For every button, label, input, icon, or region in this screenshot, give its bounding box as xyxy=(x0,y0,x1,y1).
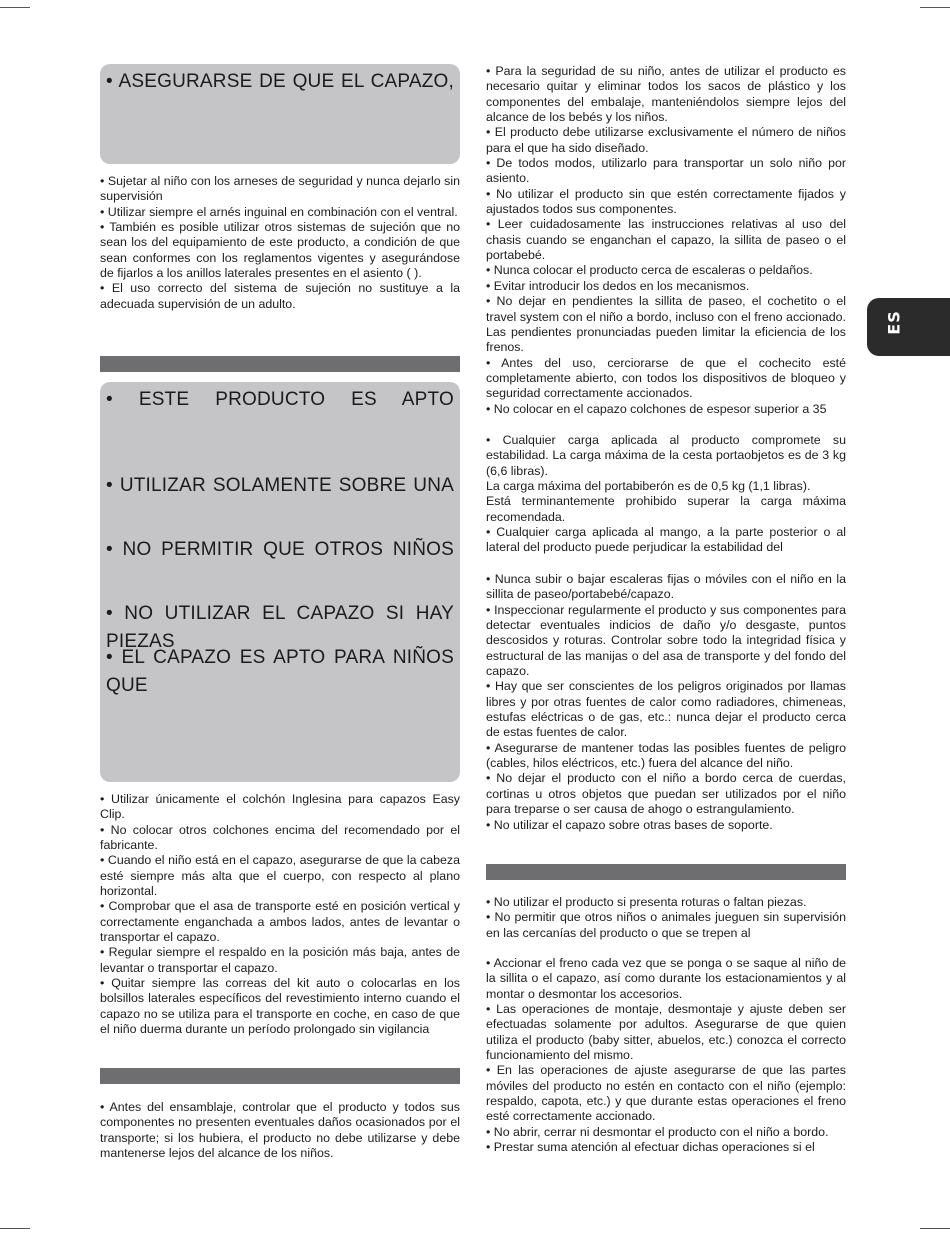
right-column xyxy=(486,64,846,1155)
crop-mark xyxy=(920,7,950,8)
bullet-text: Está terminantemente prohibido superar la carga máxima recomendada. xyxy=(486,494,846,524)
left-column xyxy=(100,64,460,1161)
bullet-text: • Nunca subir o bajar escaleras fijas o móviles con el niño en la sillita de paseo/portabebé/capazo. xyxy=(486,572,846,602)
bullet-text: • Antes del uso, cerciorarse de que el cochecito esté completamente abierto, con todos los dispositivos de bloqueo y seguridad correctamente accionados. xyxy=(486,355,846,401)
bullet-text: • No utilizar el producto si presenta roturas o faltan piezas. xyxy=(486,895,807,909)
bullet-text: • Para la seguridad de su niño, antes de utilizar el producto es necesario quitar y eliminar todos los sacos de plástico y los componentes del embalaje, manteniéndolos siempre lejos del alcance de los bebés y los niños. xyxy=(486,64,846,125)
section-header-bar xyxy=(100,356,460,372)
text-block xyxy=(486,64,846,417)
text-block xyxy=(486,433,846,556)
warning-box xyxy=(100,64,460,164)
text-block xyxy=(100,1100,460,1161)
bullet-text: • Las operaciones de montaje, desmontaje y ajuste deben ser efectuadas solamente por adultos. Asegurarse de que quien utiliza el producto (baby sitter, abuelos, etc.) conozca el correcto funcionamiento del mismo. xyxy=(486,1002,846,1063)
bullet-text: • No utilizar el capazo sobre otras bases de soporte. xyxy=(486,817,773,832)
crop-mark xyxy=(920,1228,950,1229)
bullet-text: • De todos modos, utilizarlo para transportar un solo niño por asiento. xyxy=(486,156,846,186)
warning-line: • ESTE PRODUCTO ES APTO xyxy=(106,389,454,410)
crop-mark xyxy=(0,7,30,8)
bullet-text: • Cualquier carga aplicada al mango, a la parte posterior o al lateral del producto puede perjudicar la estabilidad del xyxy=(486,525,846,555)
bullet-text: • Accionar el freno cada vez que se ponga o se saque al niño de la sillita o el capazo, así como durante los estacionamientos y al montar o desmontar los accesorios. xyxy=(486,956,846,1001)
text-block xyxy=(486,956,846,1155)
section-header-bar xyxy=(100,1068,460,1084)
bullet-text: • Utilizar siempre el arnés inguinal en combinación con el ventral. xyxy=(100,204,458,219)
bullet-text: • Leer cuidadosamente las instrucciones relativas al uso del chasis cuando se enganchan el capazo, la sillita de paseo o el portabebé. xyxy=(486,217,846,263)
text-block xyxy=(486,895,846,941)
language-tab-label: ES xyxy=(884,310,904,335)
bullet-text: • No permitir que otros niños o animales jueguen sin supervisión en las cercanías del producto o que se trepen al xyxy=(486,910,846,940)
bullet-text: • Hay que ser conscientes de los peligros originados por llamas libres y por otras fuentes de calor como radiadores, chimeneas, estufas eléctricas o de gas, etc.: nunca dejar el producto cerca de estas fuentes de calor. xyxy=(486,679,846,740)
bullet-text: • Regular siempre el respaldo en la posición más baja, antes de levantar o transportar el capazo. xyxy=(100,945,460,975)
text-block xyxy=(100,792,460,1038)
warning-line: • EL CAPAZO ES APTO PARA NIÑOS QUE xyxy=(106,647,454,696)
bullet-text: • Utilizar únicamente el colchón Inglesina para capazos Easy Clip. xyxy=(100,792,460,822)
language-tab xyxy=(867,298,950,356)
bullet-text: • No colocar otros colchones encima del recomendado por el fabricante. xyxy=(100,822,460,853)
bullet-text: • Nunca colocar el producto cerca de escaleras o peldaños. xyxy=(486,263,813,278)
bullet-text: • Cualquier carga aplicada al producto compromete su estabilidad. La carga máxima de la cesta portaobjetos es de 3 kg (6,6 libras). xyxy=(486,433,846,478)
bullet-text: • En las operaciones de ajuste asegurarse de que las partes móviles del producto no estén en contacto con el niño (ejemplo: respaldo, capota, etc.) y que durante estas operaciones el freno esté correctamente accionado. xyxy=(486,1063,846,1124)
text-block xyxy=(486,572,846,833)
bullet-text: • Cuando el niño está en el capazo, asegurarse de que la cabeza esté siempre más alta que el cuerpo, con respecto al plano horizontal. xyxy=(100,853,460,899)
bullet-text: • Quitar siempre las correas del kit auto o colocarlas en los bolsillos laterales específicos del revestimiento interno cuando el capazo no se utiliza para el transporte en coche, en caso de que el niño duerma durante un período prolongado sin vigilancia xyxy=(100,976,460,1037)
bullet-text: • No dejar en pendientes la sillita de paseo, el cochetito o el travel system con el niño a bordo, incluso con el freno accionado. Las pendientes pronunciadas pueden limitar la eficiencia de los frenos. xyxy=(486,294,846,355)
bullet-text: • El producto debe utilizarse exclusivamente el número de niños para el que ha sido diseñado. xyxy=(486,125,846,155)
bullet-text: • Evitar introducir los dedos en los mecanismos. xyxy=(486,278,750,293)
bullet-text: • Antes del ensamblaje, controlar que el producto y todos sus componentes no presenten eventuales daños ocasionados por el transporte; si los hubiera, el producto no debe utilizarse y debe mantenerse lejos del alcance de los niños. xyxy=(100,1100,460,1161)
bullet-text: • También es posible utilizar otros sistemas de sujeción que no sean los del equipamiento de este producto, a condición de que sean conformes con los reglamentos vigentes y asegurándose de fijarlos a los anillos laterales presentes en el asiento ( ). xyxy=(100,220,460,281)
bullet-text: • No abrir, cerrar ni desmontar el producto con el niño a bordo. xyxy=(486,1124,829,1139)
warning-line: • NO PERMITIR QUE OTROS NIÑOS xyxy=(106,539,454,560)
bullet-text: • No colocar en el capazo colchones de espesor superior a 35 xyxy=(486,401,827,416)
warning-box xyxy=(100,382,460,782)
bullet-text: • No dejar el producto con el niño a bordo cerca de cuerdas, cortinas u otros objetos que puedan ser utilizados por el niño para treparse o ser causa de ahogo o estrangulamiento. xyxy=(486,771,846,817)
bullet-text: • Inspeccionar regularmente el producto y sus componentes para detectar eventuales indicios de daño y/o desgaste, puntos descosidos y roturas. Controlar sobre todo la integridad física y estructural de las manijas o del asa de transporte y del fondo del capazo. xyxy=(486,602,846,679)
bullet-text: • Comprobar que el asa de transporte esté en posición vertical y correctamente enganchada a ambos lados, antes de levantar o transportar el capazo. xyxy=(100,899,460,945)
warning-line: • UTILIZAR SOLAMENTE SOBRE UNA xyxy=(106,475,454,496)
bullet-text: • Sujetar al niño con los arneses de seguridad y nunca dejarlo sin supervisión xyxy=(100,174,460,204)
warning-line: • NO UTILIZAR EL CAPAZO SI HAY PIEZAS xyxy=(106,603,454,652)
bullet-text: • Asegurarse de mantener todas las posibles fuentes de peligro (cables, hilos eléctricos, etc.) fuera del alcance del niño. xyxy=(486,740,846,771)
section-header-bar xyxy=(486,864,846,880)
crop-mark xyxy=(0,1228,30,1229)
bullet-text: • Prestar suma atención al efectuar dichas operaciones si el xyxy=(486,1140,815,1155)
bullet-text: • El uso correcto del sistema de sujeción no sustituye a la adecuada supervisión de un adulto. xyxy=(100,281,460,311)
bullet-text: La carga máxima del portabiberón es de 0,5 kg (1,1 libras). xyxy=(486,479,811,494)
bullet-text: • No utilizar el producto sin que estén correctamente fijados y ajustados todos sus componentes. xyxy=(486,186,846,217)
text-block xyxy=(100,174,460,312)
warning-line: • ASEGURARSE DE QUE EL CAPAZO, xyxy=(106,71,454,92)
